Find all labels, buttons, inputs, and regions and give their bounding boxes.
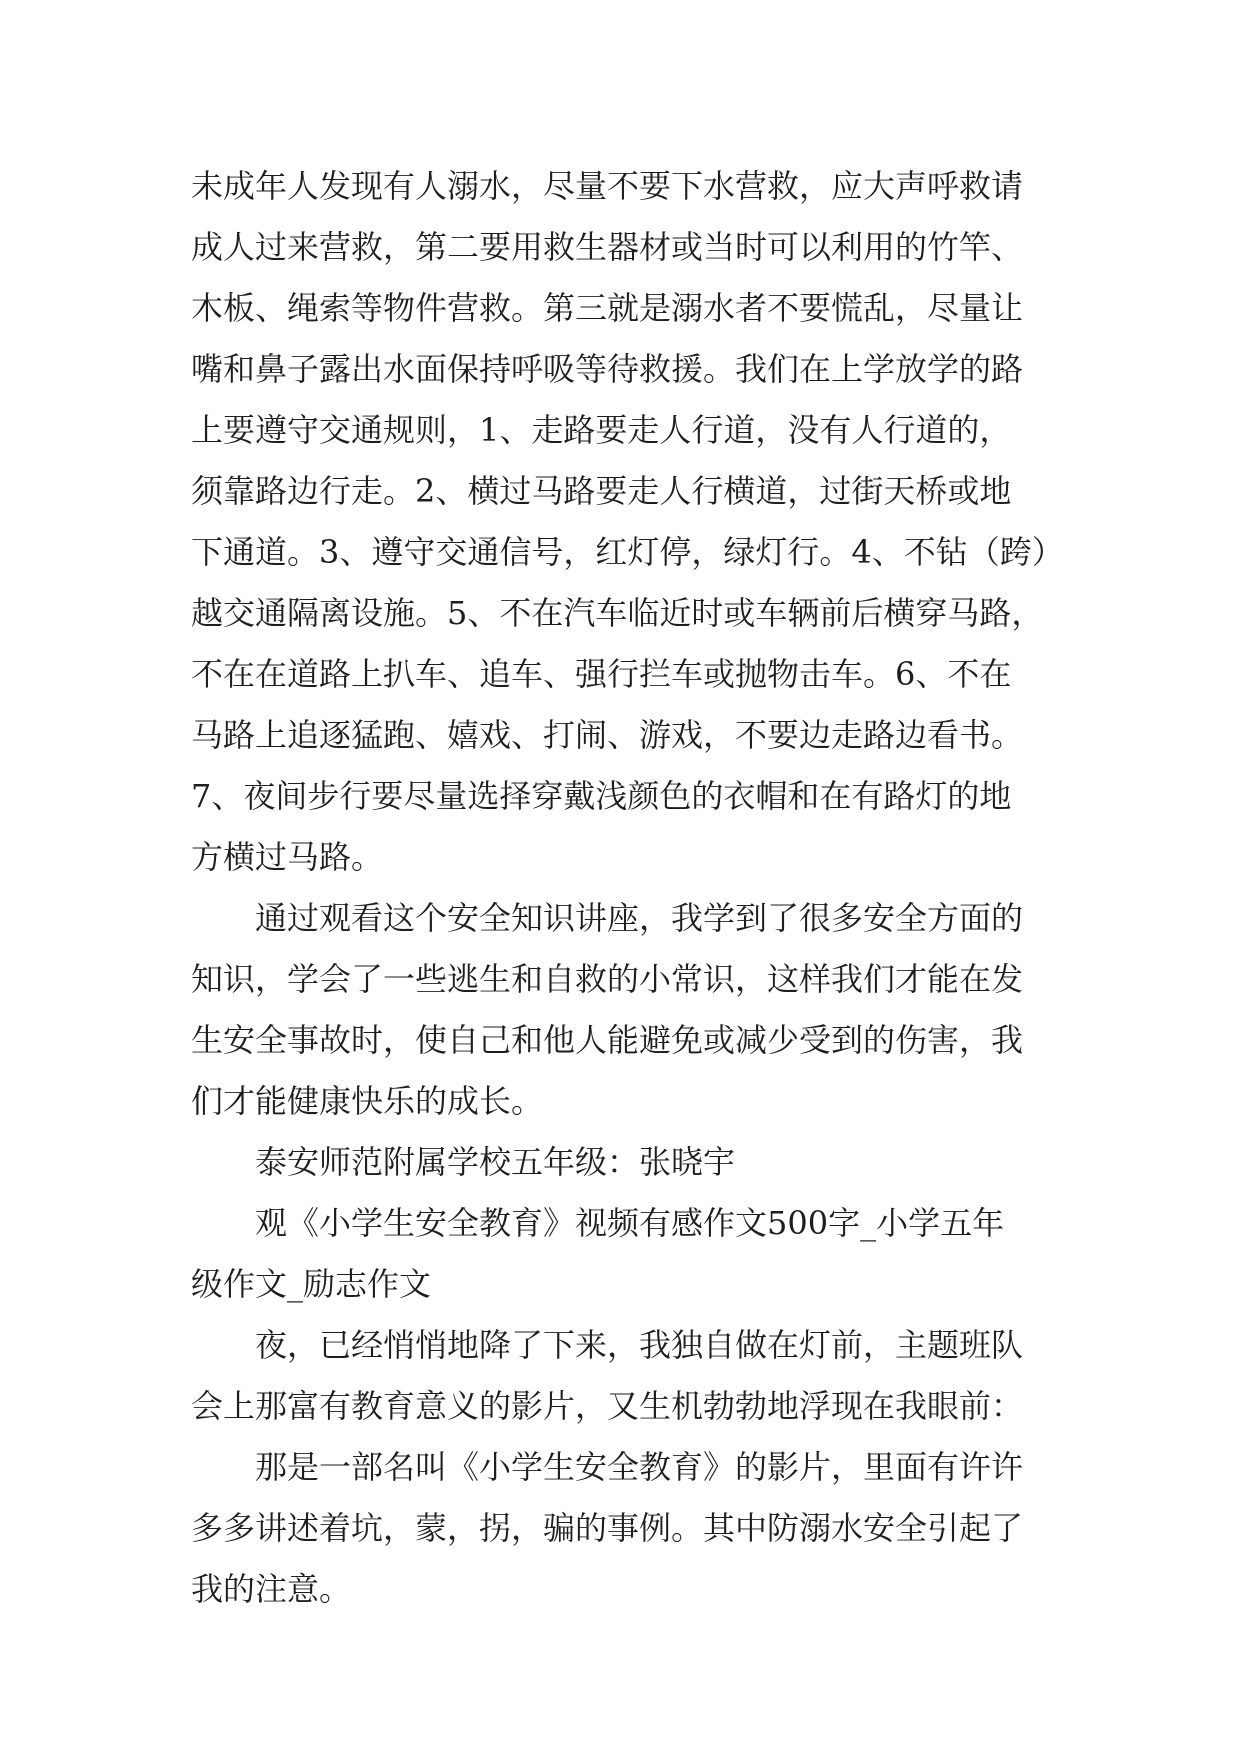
text-line: 多多讲述着坑，蒙，拐，骗的事例。其中防溺水安全引起了	[191, 1509, 1024, 1547]
text-line: 未成年人发现有人溺水，尽量不要下水营救，应大声呼救请	[191, 167, 1024, 205]
paragraph-first-line: 夜，已经悄悄地降了下来，我独自做在灯前，主题班队	[255, 1326, 1024, 1364]
text-line: 知识，学会了一些逃生和自救的小常识，这样我们才能在发	[191, 960, 1024, 998]
text-line: 下通道。3、遵守交通信号，红灯停，绿灯行。4、不钻（跨）	[191, 533, 1064, 571]
text-line: 须靠路边行走。2、横过马路要走人行横道，过街天桥或地	[191, 472, 1012, 510]
text-line: 不在在道路上扒车、追车、强行拦车或抛物击车。6、不在	[191, 655, 1012, 693]
text-line: 方横过马路。	[191, 838, 384, 876]
article-title-line: 级作文_励志作文	[191, 1265, 432, 1303]
text-line: 7、夜间步行要尽量选择穿戴浅颜色的衣帽和在有路灯的地	[191, 777, 1012, 815]
text-line: 生安全事故时，使自己和他人能避免或减少受到的伤害，我	[191, 1021, 1024, 1059]
text-line: 们才能健康快乐的成长。	[191, 1082, 544, 1120]
document-body	[191, 156, 1071, 1620]
text-line: 我的注意。	[191, 1570, 352, 1608]
paragraph-first-line: 那是一部名叫《小学生安全教育》的影片，里面有许许	[255, 1448, 1024, 1486]
article-title-line: 观《小学生安全教育》视频有感作文500字_小学五年	[255, 1204, 1005, 1242]
text-line: 嘴和鼻子露出水面保持呼吸等待救援。我们在上学放学的路	[191, 350, 1024, 388]
author-line: 泰安师范附属学校五年级：张晓宇	[255, 1143, 736, 1181]
paragraph-first-line: 通过观看这个安全知识讲座，我学到了很多安全方面的	[255, 899, 1024, 937]
text-line: 马路上追逐猛跑、嬉戏、打闹、游戏，不要边走路边看书。	[191, 716, 1024, 754]
text-line: 越交通隔离设施。5、不在汽车临近时或车辆前后横穿马路，	[191, 594, 1044, 632]
text-line: 上要遵守交通规则，1、走路要走人行道，没有人行道的，	[191, 411, 1012, 449]
text-line: 木板、绳索等物件营救。第三就是溺水者不要慌乱，尽量让	[191, 289, 1024, 327]
text-line: 成人过来营救，第二要用救生器材或当时可以利用的竹竿、	[191, 228, 1024, 266]
text-line: 会上那富有教育意义的影片，又生机勃勃地浮现在我眼前：	[191, 1387, 1024, 1425]
